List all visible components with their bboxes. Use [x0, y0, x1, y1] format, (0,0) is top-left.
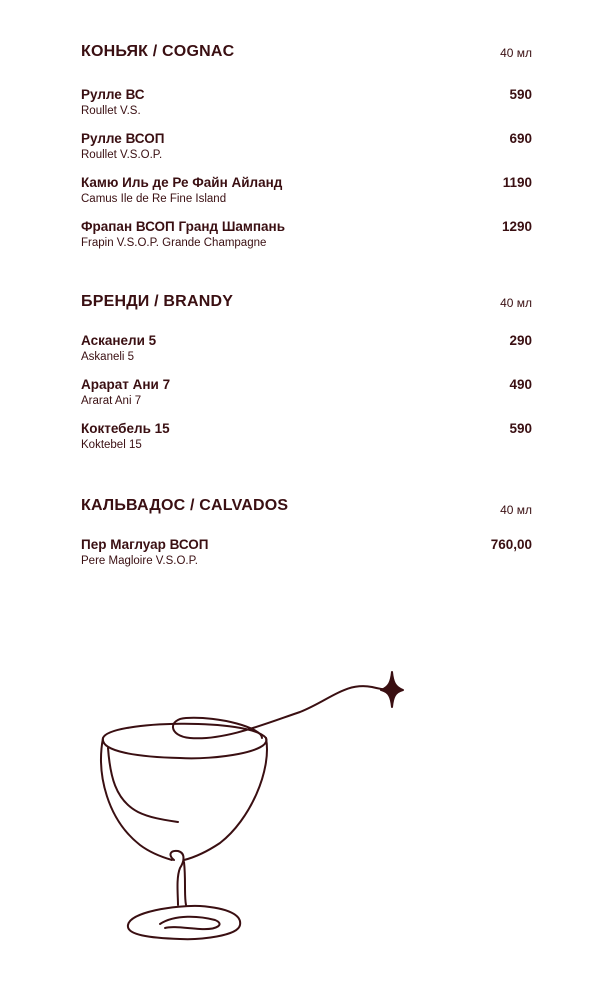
item-subtitle: Roullet V.S.	[81, 105, 141, 117]
item-name: Арарат Ани 7	[81, 377, 171, 392]
item-subtitle: Koktebel 15	[81, 439, 142, 451]
item-subtitle: Pere Magloire V.S.O.P.	[81, 555, 198, 567]
item-name: Рулле ВСОП	[81, 131, 165, 146]
section-brandy	[81, 293, 532, 451]
section-calvados	[81, 497, 532, 567]
item-name: Рулле ВС	[81, 87, 145, 102]
item-subtitle: Ararat Ani 7	[81, 395, 142, 407]
item-price: 760,00	[490, 537, 532, 552]
snifter-glass-line-art-icon	[85, 660, 415, 955]
section-title: КОНЬЯК / COGNAC	[81, 43, 235, 60]
item-name: Фрапан ВСОП Гранд Шампань	[81, 219, 285, 234]
menu-item	[81, 377, 532, 413]
item-subtitle: Camus Ile de Re Fine Island	[81, 193, 227, 205]
item-name: Камю Иль де Ре Файн Айланд	[81, 175, 283, 190]
menu-item	[81, 421, 532, 457]
section-header	[81, 43, 532, 67]
section-header	[81, 497, 532, 521]
section-unit: 40 мл	[500, 503, 532, 517]
item-name: Пер Маглуар ВСОП	[81, 537, 209, 552]
section-header	[81, 293, 532, 317]
section-unit: 40 мл	[500, 46, 532, 60]
section-unit: 40 мл	[500, 296, 532, 310]
item-name: Коктебель 15	[81, 421, 170, 436]
menu-item	[81, 537, 532, 573]
item-price: 290	[509, 333, 532, 348]
item-subtitle: Askaneli 5	[81, 351, 135, 363]
menu-item	[81, 333, 532, 369]
menu-item	[81, 175, 532, 211]
section-title: БРЕНДИ / BRANDY	[81, 293, 234, 310]
menu-item	[81, 131, 532, 167]
menu-item	[81, 219, 532, 255]
item-price: 590	[509, 87, 532, 102]
section-cognac	[81, 43, 532, 249]
section-title: КАЛЬВАДОС / CALVADOS	[81, 497, 289, 514]
item-price: 690	[509, 131, 532, 146]
menu-item	[81, 87, 532, 123]
item-price: 1190	[502, 175, 532, 190]
item-subtitle: Frapin V.S.O.P. Grande Champagne	[81, 237, 267, 249]
item-name: Асканели 5	[81, 333, 157, 348]
item-price: 1290	[501, 219, 532, 234]
item-price: 490	[509, 377, 532, 392]
item-price: 590	[509, 421, 532, 436]
item-subtitle: Roullet V.S.O.P.	[81, 149, 163, 161]
